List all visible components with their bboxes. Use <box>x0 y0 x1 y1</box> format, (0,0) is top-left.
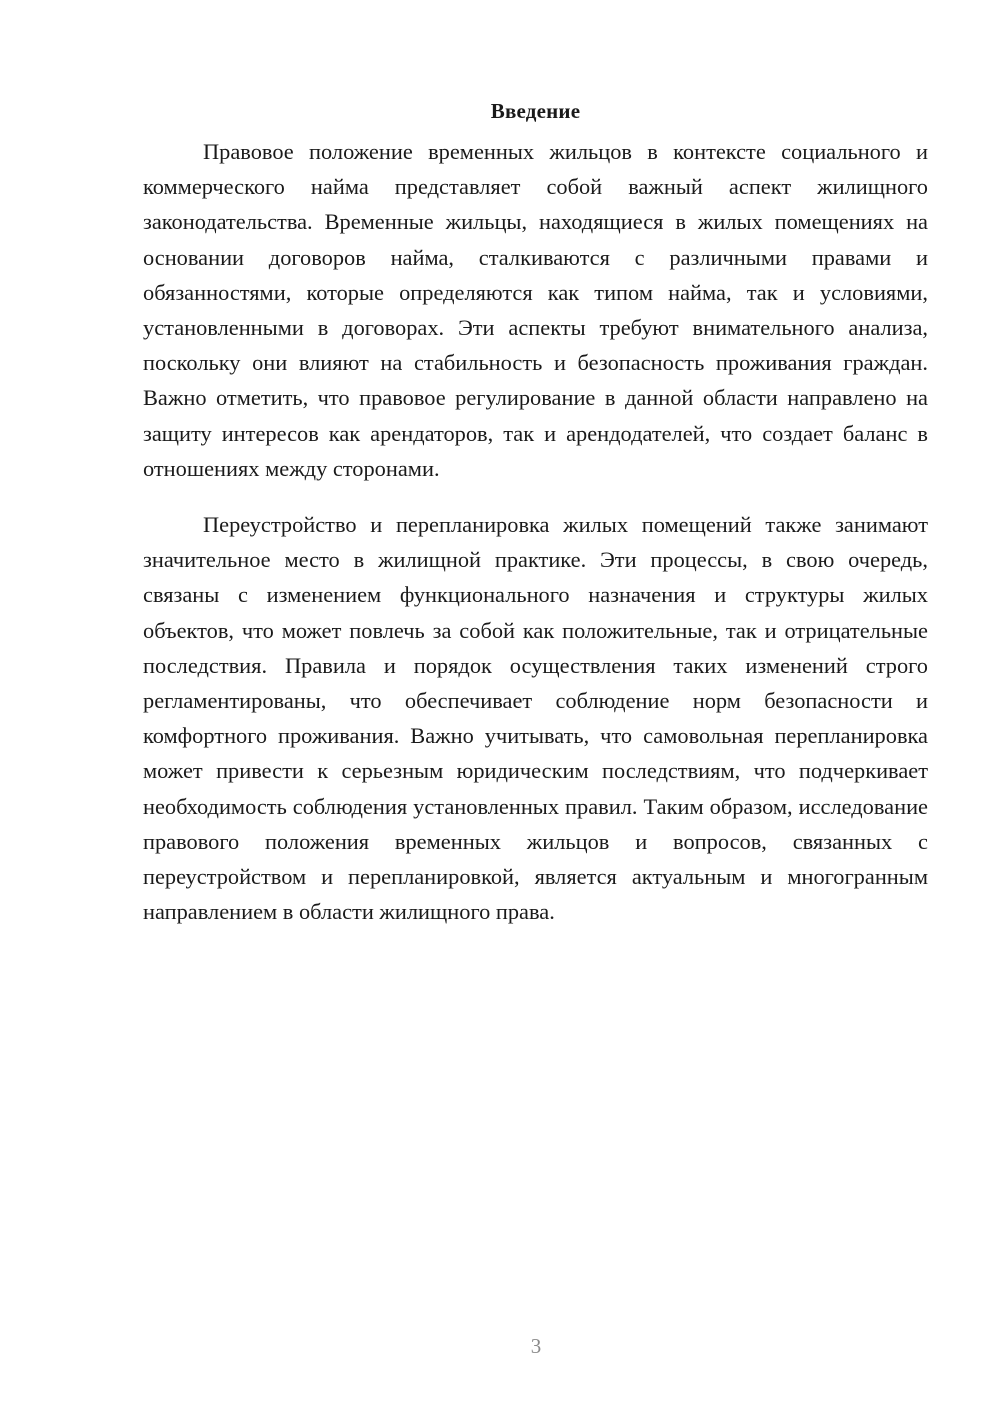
page-content <box>143 96 928 929</box>
paragraph-1: Правовое положение временных жильцов в контексте социального и коммерческого найма представляет собой важный аспект жилищного законодательства. Временные жильцы, находящиеся в жилых помещениях на основании договоров найма, сталкиваются с различными правами и обязанностями, которые определяются как типом найма, так и условиями, установленными в договорах. Эти аспекты требуют внимательного анализа, поскольку они влияют на стабильность и безопасность проживания граждан. Важно отметить, что правовое регулирование в данной области направлено на защиту интересов как арендаторов, так и арендодателей, что создает баланс в отношениях между сторонами. <box>143 139 928 481</box>
paragraph-2: Переустройство и перепланировка жилых помещений также занимают значительное место в жилищной практике. Эти процессы, в свою очередь, связаны с изменением функционального назначения и структуры жилых объектов, что может повлечь за собой как положительные, так и отрицательные последствия. Правила и порядок осуществления таких изменений строго регламентированы, что обеспечивает соблюдение норм безопасности и комфортного проживания. Важно учитывать, что самовольная перепланировка может привести к серьезным юридическим последствиям, что подчеркивает необходимость соблюдения установленных правил. Таким образом, исследование правового положения временных жильцов и вопросов, связанных с переустройством и перепланировкой, является актуальным и многогранным направлением в области жилищного права. <box>143 512 928 925</box>
page-number: 3 <box>530 1334 542 1358</box>
section-title: Введение <box>490 99 581 123</box>
